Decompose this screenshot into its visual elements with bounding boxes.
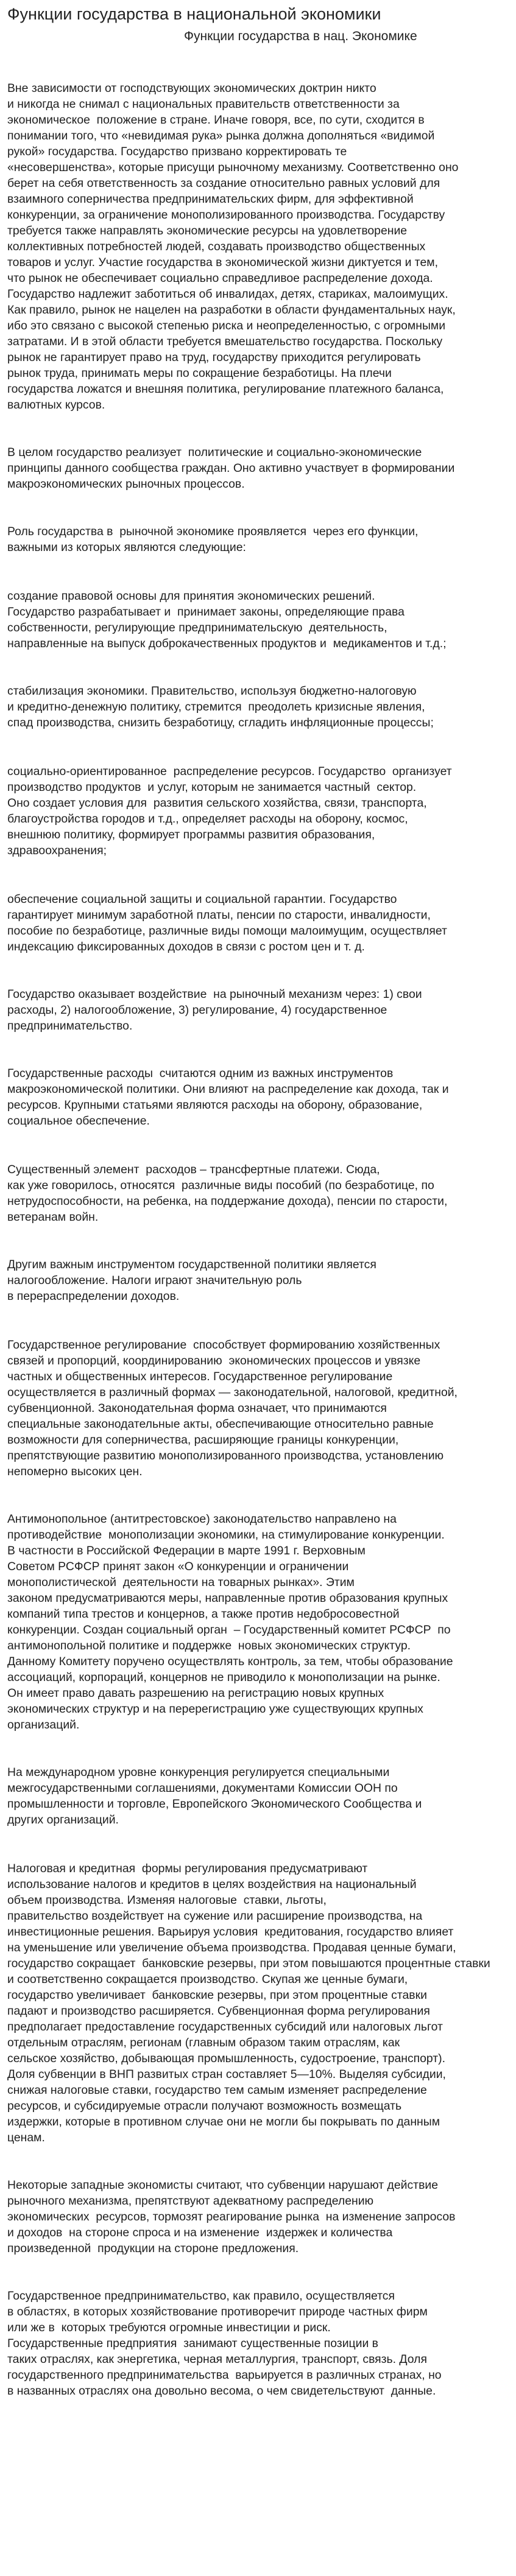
text-line: экономических ресурсов, тормозят реагирование рынка на изменение запросов (7, 2210, 456, 2223)
text-line: ибо это связано с высокой степенью риска и неопределенностью, с огромными (7, 319, 446, 332)
text-line: Налоговая и кредитная формы регулирования предусматривают (7, 1862, 368, 1875)
text-line: правительство воздействует на сужение или расширение производства, на (7, 1909, 423, 1923)
text-line: государство сокращает банковские резервы, при этом повышаются процентные ставки (7, 1957, 490, 1970)
paragraph-gap (7, 858, 509, 891)
text-line: Доля субвенции в ВНП развитых стран составляет 5—10%. Выделяя субсидии, (7, 2068, 446, 2081)
text-line: стабилизация экономики. Правительство, используя бюджетно-налоговую (7, 684, 417, 698)
text-line: товаров и услуг. Участие государства в экономической жизни диктуется и тем, (7, 256, 438, 269)
text-line: в областях, в которых хозяйствование противоречит природе частных фирм (7, 2305, 428, 2318)
text-line: промышленности и торговле, Европейского Экономического Сообщества и (7, 1797, 422, 1811)
paragraph (7, 1764, 509, 1828)
text-line: требуется также направлять экономические ресурсы на удовлетворение (7, 224, 408, 237)
document-body (7, 80, 509, 2399)
text-line: рынок не гарантирует право на труд, государству приходится регулировать (7, 351, 421, 364)
text-line: падают и производство расширяется. Субвенционная форма регулирования (7, 2004, 430, 2018)
text-line: ресурсов. Крупными статьями являются расходы на оборону, образование, (7, 1098, 423, 1112)
text-line: отдельным отраслям, регионам (главным образом таким отраслям, как (7, 2036, 400, 2049)
text-line: Государственные расходы считаются одним из важных инструментов (7, 1067, 394, 1080)
text-line: пособие по безработице, различные виды помощи малоимущим, осуществляет (7, 924, 447, 938)
paragraph-gap (7, 2256, 509, 2288)
text-line: гарантирует минимум заработной платы, пенсии по старости, инвалидности, (7, 908, 431, 922)
text-line: обеспечение социальной защиты и социальной гарантии. Государство (7, 893, 397, 906)
text-line: собственности, регулирующие предпринимательскую деятельность, (7, 621, 387, 634)
text-line: здравоохранения; (7, 844, 107, 857)
text-line: валютных курсов. (7, 398, 105, 412)
paragraph-gap (7, 1129, 509, 1162)
paragraph-gap (7, 1034, 509, 1065)
paragraph-gap (7, 555, 509, 588)
text-line: в перераспределении доходов. (7, 1290, 180, 1303)
text-line: возможности для соперничества, расширяющие границы конкуренции, (7, 1433, 399, 1447)
text-line: частных и общественных интересов. Государственное регулирование (7, 1370, 393, 1383)
paragraph-gap (7, 413, 509, 444)
text-line: ресурсов, и субсидируемые отрасли получают возможность возмещать (7, 2099, 402, 2113)
paragraph (7, 2288, 509, 2399)
text-line: индексацию фиксированных доходов в связи с ростом цен и т. д. (7, 940, 365, 953)
text-line: В частности в Российской Федерации в марте 1991 г. Верховным (7, 1544, 366, 1557)
text-line: субвенционной. Законодательная форма означает, что принимаются (7, 1402, 387, 1415)
paragraph (7, 2177, 509, 2256)
paragraph-gap (7, 1304, 509, 1337)
text-line: В целом государство реализует политические и социально-экономические (7, 446, 422, 459)
text-line: Роль государства в рыночной экономике проявляется через его функции, (7, 525, 419, 538)
text-line: ассоциаций, корпораций, концернов не приводило к монополизации на рынке. (7, 1671, 440, 1684)
text-line: конкуренции. Создан социальный орган – Государственный комитет РСФСР по (7, 1623, 451, 1637)
text-line: организаций. (7, 1718, 80, 1732)
text-line: социально-ориентированное распределение ресурсов. Государство организует (7, 765, 452, 778)
text-line: ветеранам войн. (7, 1210, 99, 1224)
text-line: и соответственно сокращается производство. Скупая же ценные бумаги, (7, 1973, 408, 1986)
text-line: На международном уровне конкуренция регулируется специальными (7, 1766, 390, 1779)
text-line: объем производства. Изменяя налоговые ставки, льготы, (7, 1893, 327, 1907)
text-line: конкуренции, за ограничение монополизированного производства. Государству (7, 208, 445, 222)
text-line: Вне зависимости от господствующих экономических доктрин никто (7, 82, 376, 95)
text-line: или же в которых требуются огромные инвестиции и риск. (7, 2321, 331, 2334)
text-line: межгосударственными соглашениями, документами Комиссии ООН по (7, 1781, 398, 1795)
paragraph (7, 986, 509, 1034)
text-line: спад производства, снизить безработицу, сгладить инфляционные процессы; (7, 716, 434, 729)
text-line: антимонопольной политике и поддержке новых экономических структур. (7, 1639, 411, 1652)
text-line: внешнюю политику, формирует программы развития образования, (7, 828, 375, 841)
paragraph (7, 683, 509, 731)
text-line: понимании того, что «невидимая рука» рынка должна дополняться «видимой (7, 129, 435, 142)
paragraph-gap (7, 1733, 509, 1764)
text-line: монополистической деятельности на товарных рынках». Этим (7, 1576, 355, 1589)
paragraph (7, 444, 509, 492)
page-title: Функции государства в национальной экономики (7, 5, 381, 23)
text-line: рыночного механизма, препятствуют адекватному распределению (7, 2194, 374, 2208)
text-line: таких отраслях, как энергетика, черная металлургия, транспорт, связь. Доля (7, 2353, 427, 2366)
text-line: «несовершенства», которые присущи рыночному механизму. Соответственно оно (7, 161, 459, 174)
text-line: специальные законодательные акты, обеспечивающие относительно равные (7, 1417, 434, 1431)
paragraph-gap (7, 731, 509, 763)
text-line: берет на себя ответственность за создание относительно равных условий для (7, 177, 440, 190)
text-line: Антимонопольное (антитрестовское) законодательство направлено на (7, 1512, 397, 1526)
text-line: благоустройства городов и т.д., определяет расходы на оборону, космос, (7, 812, 408, 826)
paragraph-gap (7, 1828, 509, 1861)
paragraph-gap (7, 492, 509, 524)
paragraph (7, 891, 509, 955)
text-line: сельское хозяйство, добывающая промышленность, судостроение, транспорт). (7, 2052, 446, 2065)
text-line: Существенный элемент расходов – трансфертные платежи. Сюда, (7, 1163, 380, 1176)
text-line: Советом РСФСР принят закон «О конкуренции и ограничении (7, 1560, 349, 1573)
paragraph (7, 80, 509, 413)
text-line: экономических структур и на перерегистрацию уже существующих крупных (7, 1702, 423, 1716)
paragraph-gap (7, 2146, 509, 2177)
text-line: государство увеличивает банковские резервы, при этом процентные ставки (7, 1988, 427, 2002)
text-line: Государственное предпринимательство, как правило, осуществляется (7, 2289, 395, 2303)
text-line: макроэкономических рыночных процессов. (7, 477, 245, 491)
paragraph (7, 588, 509, 651)
text-line: других организаций. (7, 1813, 119, 1827)
text-line: Как правило, рынок не нацелен на разработки в области фундаментальных наук, (7, 303, 456, 317)
paragraph-gap (7, 955, 509, 986)
text-line: в названных отраслях она довольно весома, о чем свидетельствуют данные. (7, 2384, 436, 2398)
text-line: направленные на выпуск доброкачественных продуктов и медикаментов и т.д.; (7, 637, 447, 650)
paragraph-gap (7, 651, 509, 683)
text-line: препятствующие развитию монополизированного производства, установлению (7, 1449, 444, 1462)
text-line: производство продуктов и услуг, которым не занимается частный сектор. (7, 781, 417, 794)
text-line: Другим важным инструментом государственной политики является (7, 1258, 376, 1271)
text-line: государства ложатся и внешняя политика, регулирование платежного баланса, (7, 382, 444, 396)
text-line: создание правовой основы для принятия экономических решений. (7, 589, 375, 603)
page-subtitle: Функции государства в нац. Экономике (184, 29, 417, 43)
paragraph (7, 1861, 509, 2146)
text-line: произведенной продукции на стороне предложения. (7, 2242, 299, 2255)
text-line: ценам. (7, 2131, 45, 2144)
text-line: использование налогов и кредитов в целях воздействия на национальный (7, 1878, 417, 1891)
text-line: издержки, которые в противном случае они не могли бы покрывать по данным (7, 2115, 440, 2129)
paragraph-gap (7, 1225, 509, 1257)
text-line: Некоторые западные экономисты считают, что субвенции нарушают действие (7, 2178, 438, 2192)
text-line: взаимного соперничества предпринимательских фирм, для эффективной (7, 192, 414, 206)
text-line: предпринимательство. (7, 1019, 133, 1033)
text-line: затратами. И в этой области требуется вмешательство государства. Поскольку (7, 335, 443, 348)
paragraph (7, 1337, 509, 1479)
text-line: непомерно высоких цен. (7, 1465, 143, 1478)
paragraph (7, 1162, 509, 1225)
text-line: экономическое положение в стране. Иначе говоря, все, по сути, сходится в (7, 113, 425, 127)
text-line: и доходов на стороне спроса и на изменение издержек и количества (7, 2226, 393, 2239)
text-line: налогообложение. Налоги играют значительную роль (7, 1274, 302, 1287)
text-line: государственного предпринимательства варьируется в различных странах, но (7, 2368, 442, 2382)
paragraph (7, 1065, 509, 1129)
text-line: принципы данного сообщества граждан. Оно активно участвует в формировании (7, 462, 455, 475)
text-line: что рынок не обеспечивает социально справедливое распределение дохода. (7, 272, 433, 285)
text-line: рукой» государства. Государство призвано корректировать те (7, 145, 347, 158)
paragraph (7, 763, 509, 858)
text-line: нетрудоспособности, на ребенка, на поддержание дохода), пенсии по старости, (7, 1195, 448, 1208)
text-line: Государственные предприятия занимают существенные позиции в (7, 2337, 378, 2350)
text-line: Данному Комитету поручено осуществлять контроль, за тем, чтобы образование (7, 1655, 453, 1668)
text-line: Государство надлежит заботиться об инвалидах, детях, стариках, малоимущих. (7, 287, 448, 301)
text-line: Государственное регулирование способствует формированию хозяйственных (7, 1338, 440, 1352)
text-line: важными из которых являются следующие: (7, 541, 246, 554)
text-line: на уменьшение или увеличение объема производства. Продавая ценные бумаги, (7, 1941, 456, 1954)
text-line: компаний типа трестов и концернов, а также против недобросовестной (7, 1607, 400, 1621)
text-line: снижая налоговые ставки, государство тем самым изменяет распределение (7, 2083, 427, 2097)
text-line: Государство оказывает воздействие на рыночный механизм через: 1) свои (7, 988, 422, 1001)
text-line: коллективных потребностей людей, создавать производство общественных (7, 240, 426, 253)
text-line: социальное обеспечение. (7, 1114, 150, 1128)
text-line: макроэкономической политики. Они влияют на распределение как дохода, так и (7, 1083, 449, 1096)
text-line: законом предусматриваются меры, направленные против образования крупных (7, 1592, 448, 1605)
text-line: осуществляется в различный формах — законодательной, налоговой, кредитной, (7, 1386, 458, 1399)
paragraph (7, 1511, 509, 1733)
text-line: как уже говорилось, относятся различные виды пособий (по безработице, по (7, 1179, 434, 1192)
text-line: Государство разрабатывает и принимает законы, определяющие права (7, 605, 405, 619)
text-line: рынок труда, принимать меры по сокращение безработицы. На плечи (7, 367, 392, 380)
text-line: и никогда не снимал с национальных правительств ответственности за (7, 97, 400, 111)
text-line: связей и пропорций, координированию экономических процессов и увязке (7, 1354, 421, 1367)
paragraph-gap (7, 1479, 509, 1511)
text-line: инвестиционные решения. Варьируя условия кредитования, государство влияет (7, 1925, 454, 1939)
text-line: предполагает предоставление государственных субсидий или налоговых льгот (7, 2020, 443, 2034)
text-line: противодействие монополизации экономики, на стимулирование конкуренции. (7, 1528, 445, 1542)
text-line: Оно создает условия для развития сельского хозяйства, связи, транспорта, (7, 796, 427, 810)
text-line: расходы, 2) налогообложение, 3) регулирование, 4) государственное (7, 1003, 387, 1017)
paragraph (7, 524, 509, 555)
text-line: Он имеет право давать разрешению на регистрацию новых крупных (7, 1686, 384, 1700)
paragraph (7, 1257, 509, 1304)
text-line: и кредитно-денежную политику, стремится преодолеть кризисные явления, (7, 700, 425, 714)
